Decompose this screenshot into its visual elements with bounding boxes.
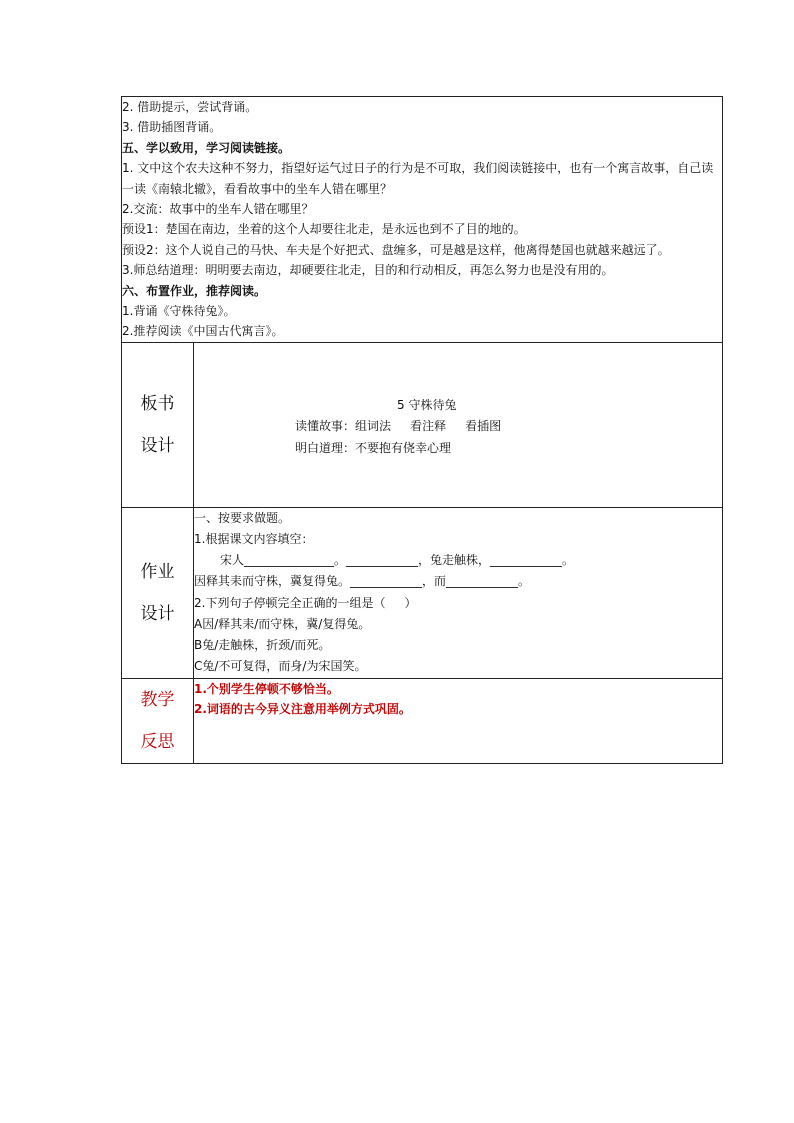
section-heading: 五、学以致用，学习阅读链接。 bbox=[122, 140, 291, 155]
top-line: 3. 借助插图背诵。 bbox=[122, 120, 222, 135]
reflection-content-cell bbox=[194, 678, 723, 763]
section-heading: 六、布置作业，推荐阅读。 bbox=[122, 283, 267, 298]
top-line: 1.背诵《守株待兔》。 bbox=[122, 304, 236, 319]
board-line-2: 明白道理：不要抱有侥幸心理 bbox=[295, 440, 452, 455]
homework-line: 宋人_______________。____________，兔走触株，____________。 bbox=[220, 553, 575, 568]
board-label-line1: 板书 bbox=[140, 393, 175, 414]
lesson-plan-sheet bbox=[121, 96, 722, 764]
homework-line: 因释其耒而守株，冀复得兔。____________，而____________。 bbox=[194, 574, 531, 589]
lesson-plan-table bbox=[121, 96, 723, 764]
board-label-line2: 设计 bbox=[140, 435, 175, 456]
top-line: 2.推荐阅读《中国古代寓言》。 bbox=[122, 324, 284, 339]
homework-line: A因/释其耒/而守株，冀/复得兔。 bbox=[194, 616, 371, 631]
top-line: 预设1：楚国在南边，坐着的这个人却要往北走，是永远也到不了目的地的。 bbox=[122, 222, 526, 237]
top-line: 2.交流：故事中的坐车人错在哪里？ bbox=[122, 202, 314, 217]
homework-line: 1.根据课文内容填空： bbox=[194, 532, 314, 547]
board-content bbox=[194, 343, 722, 507]
homework-label-line1: 作业 bbox=[140, 561, 175, 582]
homework-line: 一、按要求做题。 bbox=[194, 510, 291, 525]
reflection-label-cell bbox=[122, 678, 194, 763]
board-row bbox=[122, 342, 723, 507]
top-line: 2. 借助提示，尝试背诵。 bbox=[122, 100, 258, 114]
top-line: 1. 文中这个农夫这种不努力，指望好运气过日子的行为是不可取，我们阅读链接中，也有一个寓言故事，自己读一读《南辕北辙》，看看故事中的坐车人错在哪里？ bbox=[122, 161, 714, 196]
homework-label-line2: 设计 bbox=[140, 603, 175, 624]
board-label-cell bbox=[122, 342, 194, 507]
top-line: 3.师总结道理：明明要去南边，却硬要往北走，目的和行动相反，再怎么努力也是没有用的。 bbox=[122, 263, 614, 278]
homework-row bbox=[122, 507, 723, 678]
reflection-label-line1: 教学 bbox=[140, 689, 175, 710]
reflection-line: 1.个别学生停顿不够恰当。 bbox=[194, 681, 339, 696]
top-section-row bbox=[122, 97, 723, 343]
homework-line: C兔/不可复得，而身/为宋国笑。 bbox=[194, 659, 367, 674]
reflection-label-line2: 反思 bbox=[140, 731, 175, 752]
board-title: 5 守株待兔 bbox=[397, 397, 457, 412]
reflection-row bbox=[122, 678, 723, 763]
top-section-cell bbox=[122, 97, 723, 343]
homework-content-cell bbox=[194, 507, 723, 678]
homework-line: 2.下列句子停顿完全正确的一组是（ ） bbox=[194, 595, 417, 610]
homework-label-cell bbox=[122, 507, 194, 678]
top-line: 预设2：这个人说自己的马快、车夫是个好把式、盘缠多，可是越是这样，他离得楚国也就越来越远了。 bbox=[122, 242, 670, 257]
board-line-1: 读懂故事：组词法 看注释 看插图 bbox=[295, 418, 502, 433]
board-content-cell bbox=[194, 342, 723, 507]
homework-line: B兔/走触株，折颈/而死。 bbox=[194, 638, 331, 653]
reflection-line: 2.词语的古今异义注意用举例方式巩固。 bbox=[194, 701, 411, 716]
